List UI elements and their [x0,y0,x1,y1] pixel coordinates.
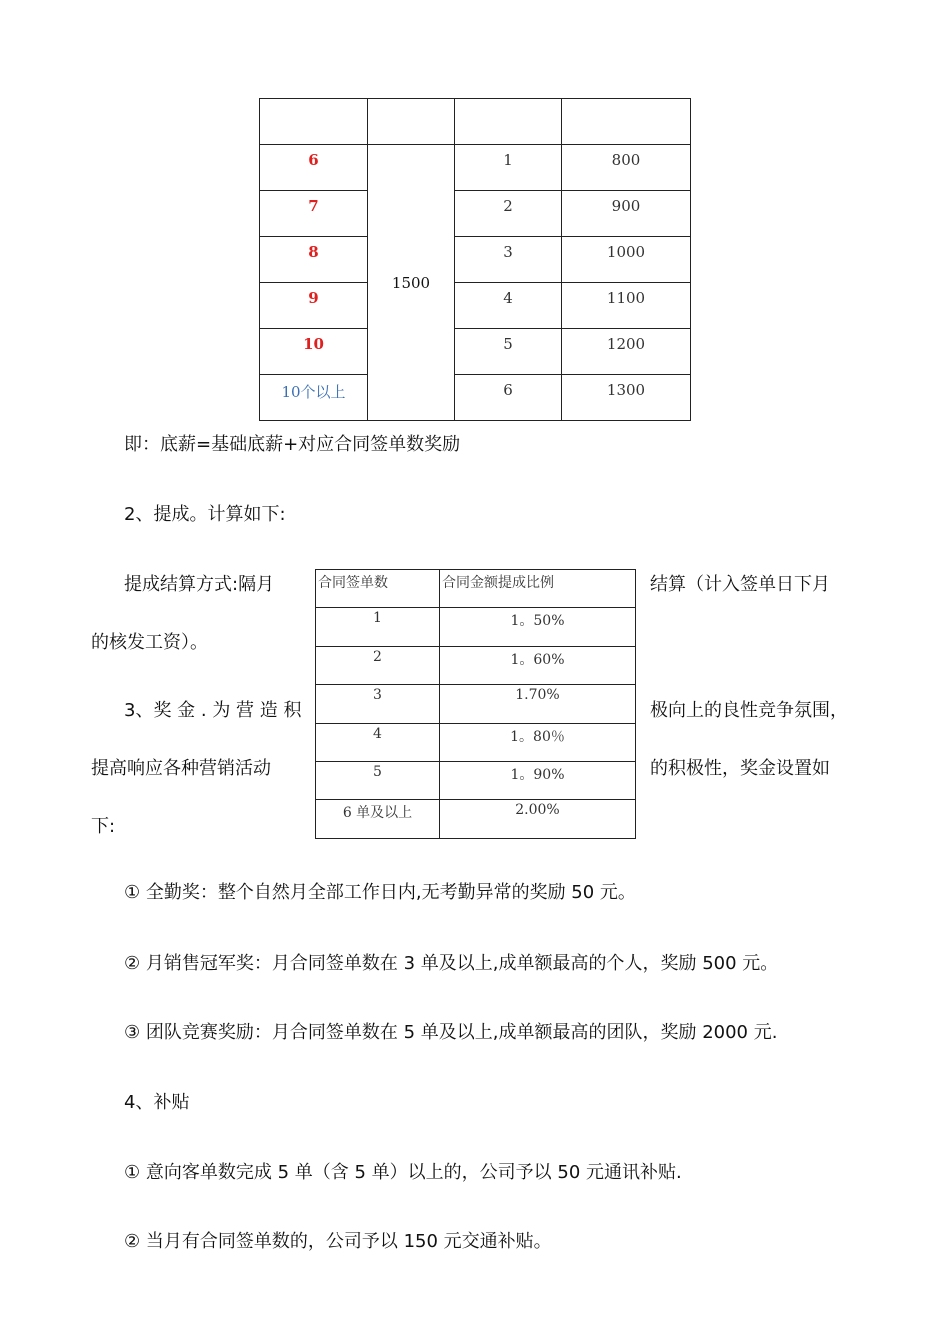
section-3-text-left: 3、奖 金 . 为 营 造 积 [124,700,302,721]
header-cell [368,99,455,145]
commission-rate-cell: 1。50% [440,608,636,646]
contract-count-cell: 6 单及以上 [316,800,440,838]
contract-count-cell: 6 [260,145,368,191]
bonus-cell: 1200 [562,329,691,375]
tier-cell: 2 [455,191,562,237]
bonus-team-competition: ③ 团队竞赛奖励：月合同签单数在 5 单及以上,成单额最高的团队，奖励 2000 元. [124,1022,778,1043]
commission-rate-cell: 1.70% [440,685,636,723]
subsidy-communication: ① 意向客单数完成 5 单（含 5 单）以上的，公司予以 50 元通讯补贴. [124,1162,682,1183]
commission-rate-table [315,569,636,839]
settlement-text-continued: 的核发工资）。 [91,632,208,653]
commission-rate-cell: 1。80％ [440,723,636,761]
base-salary-table [259,98,691,421]
settlement-text-left: 提成结算方式:隔月 [124,574,275,595]
tier-cell: 3 [455,237,562,283]
contract-count-cell: 9 [260,283,368,329]
section-3-text-right-2: 的积极性，奖金设置如 [650,758,830,779]
table-row [316,608,636,646]
header-cell: 合同金额提成比例 [440,570,636,608]
table-row [316,646,636,684]
table-row [260,191,691,237]
bonus-sales-champion: ② 月销售冠军奖：月合同签单数在 3 单及以上,成单额最高的个人，奖励 500 元。 [124,953,779,974]
base-salary-formula: 即：底薪=基础底薪+对应合同签单数奖励 [124,434,461,455]
header-cell [455,99,562,145]
contract-count-cell: 10 [260,329,368,375]
table-row [260,329,691,375]
section-2-title: 2、提成。计算如下: [124,504,286,525]
tier-cell: 5 [455,329,562,375]
bonus-cell: 900 [562,191,691,237]
table-row [260,237,691,283]
contract-count-cell: 8 [260,237,368,283]
commission-rate-cell: 1。60% [440,646,636,684]
table-row [260,145,691,191]
contract-count-cell: 7 [260,191,368,237]
contract-count-cell: 4 [316,723,440,761]
table-row [316,800,636,838]
settlement-text-right: 结算（计入签单日下月 [650,574,830,595]
commission-rate-cell: 1。90% [440,761,636,799]
table-row [316,685,636,723]
section-3-text-left-2: 提高响应各种营销活动 [91,758,271,779]
table-row [316,761,636,799]
header-cell: 合同签单数 [316,570,440,608]
table-row [316,723,636,761]
bonus-cell: 1100 [562,283,691,329]
table-header-row [260,99,691,145]
contract-count-cell: 2 [316,646,440,684]
section-3-text-end: 下: [91,816,116,837]
tier-cell: 4 [455,283,562,329]
commission-rate-cell: 2.00% [440,800,636,838]
header-cell [260,99,368,145]
tier-cell: 6 [455,375,562,421]
contract-count-cell: 5 [316,761,440,799]
contract-count-cell: 3 [316,685,440,723]
section-3-text-right: 极向上的良性竞争氛围， [650,700,848,721]
contract-count-cell: 1 [316,608,440,646]
section-4-title: 4、补贴 [124,1092,190,1113]
table-header-row [316,570,636,608]
header-cell [562,99,691,145]
bonus-cell: 800 [562,145,691,191]
table-row [260,375,691,421]
bonus-cell: 1300 [562,375,691,421]
bonus-attendance: ① 全勤奖：整个自然月全部工作日内,无考勤异常的奖励 50 元。 [124,882,636,903]
base-salary-cell: 1500 [368,145,455,421]
subsidy-transport: ② 当月有合同签单数的，公司予以 150 元交通补贴。 [124,1231,552,1252]
table-row [260,283,691,329]
contract-count-cell: 10个以上 [260,375,368,421]
bonus-cell: 1000 [562,237,691,283]
tier-cell: 1 [455,145,562,191]
